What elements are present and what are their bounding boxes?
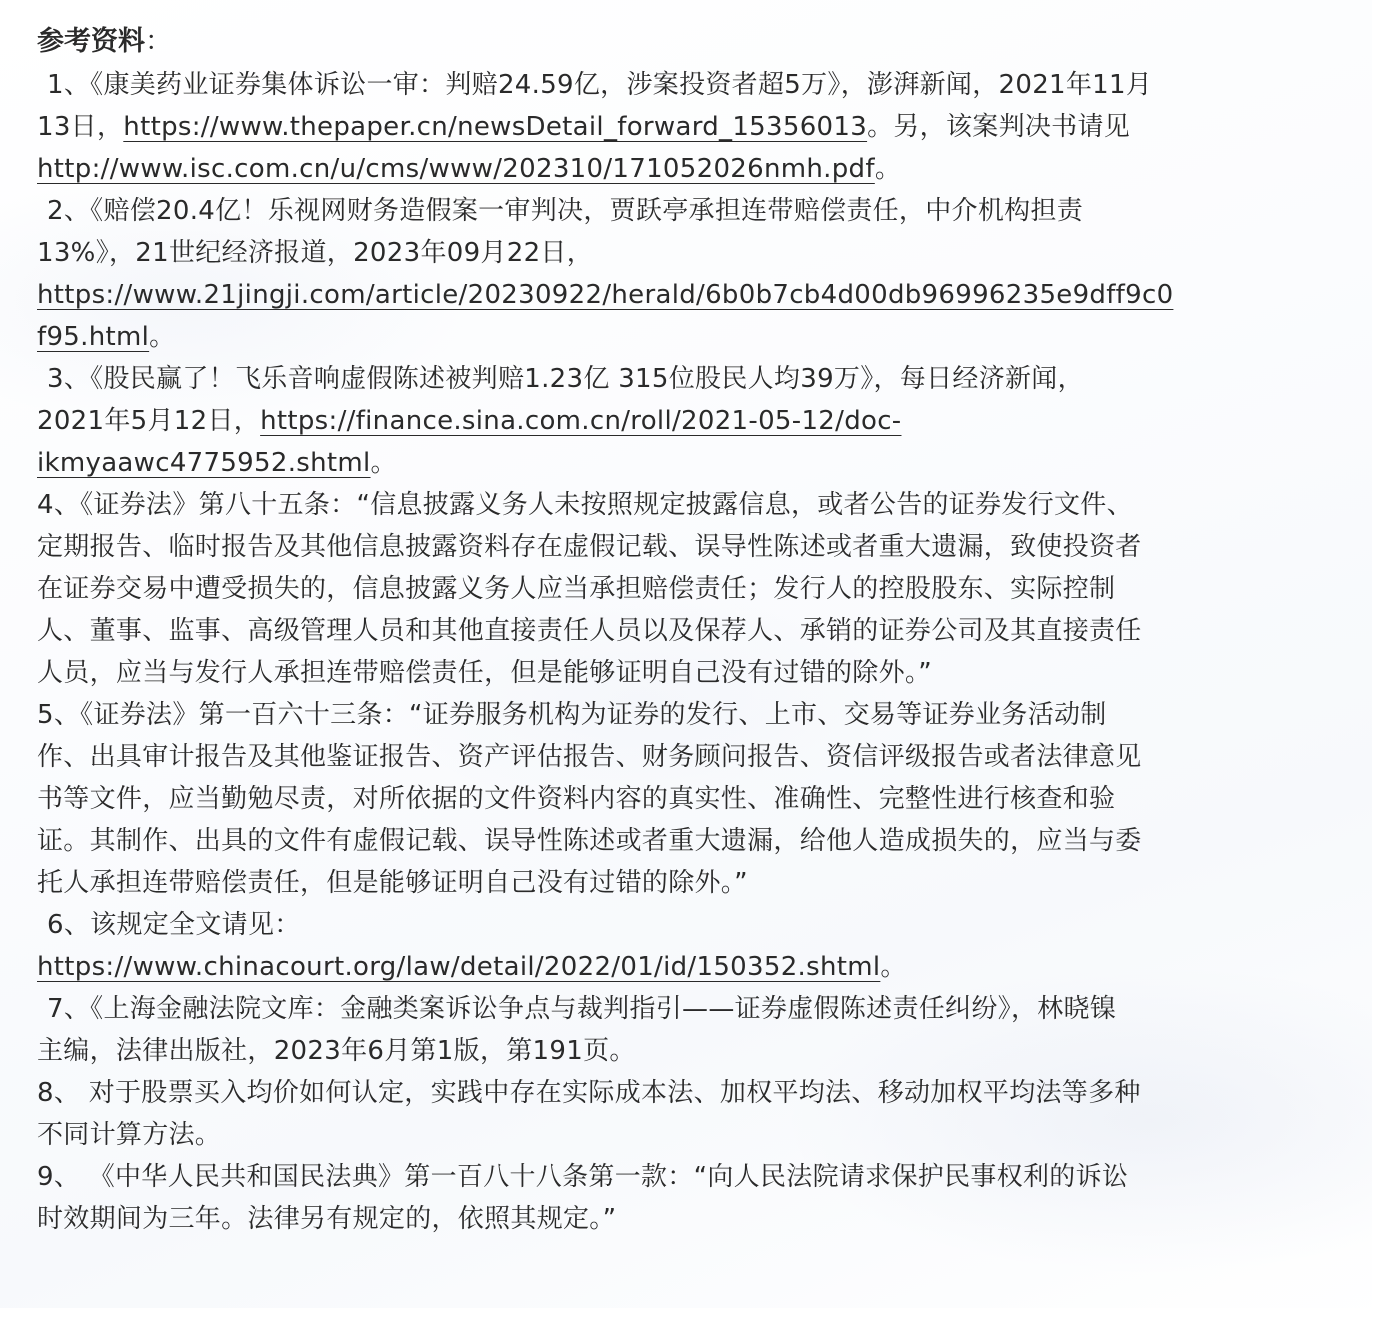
reference-text: 6、该规定全文请见： [47,910,301,940]
reference-text: 作、出具审计报告及其他鉴证报告、资产评估报告、财务顾问报告、资信评级报告或者法律意见 [37,742,1142,772]
reference-item-3 [37,358,1340,484]
reference-line [37,652,1340,694]
reference-item-7 [37,988,1340,1072]
reference-line [37,568,1340,610]
reference-item-9 [37,1156,1340,1240]
reference-line [37,610,1340,652]
reference-text: 8、 对于股票买入均价如何认定，实践中存在实际成本法、加权平均法、移动加权平均法等多种 [37,1078,1141,1108]
reference-item-5 [37,694,1340,904]
reference-text: 5、《证券法》第一百六十三条：“证券服务机构为证券的发行、上市、交易等证券业务活动制 [37,700,1107,730]
reference-item-1 [37,64,1340,190]
reference-text: 。 [874,154,902,184]
reference-text: 在证券交易中遭受损失的，信息披露义务人应当承担赔偿责任；发行人的控股股东、实际控制 [37,574,1116,604]
reference-text: 13日， [37,112,124,142]
reference-text: 主编，法律出版社，2023年6月第1版，第191页。 [37,1036,636,1066]
references-heading [37,22,1340,62]
reference-text: 3、《股民赢了！飞乐音响虚假陈述被判赔1.23亿 315位股民人均39万》，每日经济新闻， [47,364,1084,394]
reference-text: 。 [370,448,397,478]
reference-line [37,316,1340,358]
reference-text: 人、董事、监事、高级管理人员和其他直接责任人员以及保荐人、承销的证券公司及其直接责任 [37,616,1142,646]
reference-link[interactable]: ikmyaawc4775952.shtml [37,448,371,478]
reference-line [37,736,1340,778]
reference-line [37,1114,1340,1156]
reference-line [37,1072,1340,1114]
reference-text: 。 [149,322,176,352]
reference-line [37,1030,1340,1072]
reference-line [37,694,1340,736]
reference-item-8 [37,1072,1340,1156]
reference-text: 13%》，21世纪经济报道，2023年09月22日， [37,238,594,268]
page-edge [1372,0,1386,1328]
reference-line [37,442,1340,484]
reference-text: 人员，应当与发行人承担连带赔偿责任，但是能够证明自己没有过错的除外。” [37,658,932,688]
reference-text: 2、《赔偿20.4亿！乐视网财务造假案一审判决，贾跃亭承担连带赔偿责任，中介机构担责 [47,196,1084,226]
reference-text: 1、《康美药业证券集体诉讼一审：判赔24.59亿，涉案投资者超5万》，澎湃新闻，2021年11月 [47,70,1153,100]
reference-text: 托人承担连带赔偿责任，但是能够证明自己没有过错的除外。” [37,868,748,898]
reference-item-2 [37,190,1340,358]
page-edge [0,1308,1386,1328]
reference-link[interactable]: f95.html [37,322,150,352]
reference-line [37,106,1340,148]
reference-line [37,988,1340,1030]
reference-text: 证。其制作、出具的文件有虚假记载、误导性陈述或者重大遗漏，给他人造成损失的，应当与委 [37,826,1142,856]
reference-link[interactable]: https://www.thepaper.cn/newsDetail_forward_15356013 [123,112,868,142]
reference-text: 9、 《中华人民共和国民法典》第一百八十八条第一款：“向人民法院请求保护民事权利的诉讼 [37,1162,1129,1192]
reference-line [37,148,1340,190]
reference-list [37,64,1340,1240]
reference-line [37,274,1340,316]
reference-line [37,358,1340,400]
references-colon: ： [145,26,172,57]
reference-line [37,904,1340,946]
reference-text: 时效期间为三年。法律另有规定的，依照其规定。” [37,1204,617,1234]
reference-line [37,820,1340,862]
reference-link[interactable]: https://www.chinacourt.org/law/detail/2022/01/id/150352.shtml [37,952,881,982]
reference-line [37,1156,1340,1198]
reference-line [37,946,1340,988]
reference-line [37,64,1340,106]
reference-line [37,400,1340,442]
reference-link[interactable]: https://finance.sina.com.cn/roll/2021-05-12/doc- [260,406,902,436]
reference-text: 。另，该案判决书请见 [867,112,1131,142]
reference-line [37,778,1340,820]
reference-item-6 [37,904,1340,988]
reference-line [37,862,1340,904]
reference-link[interactable]: http://www.isc.com.cn/u/cms/www/202310/171052026nmh.pdf [37,154,875,184]
reference-text: 书等文件，应当勤勉尽责，对所依据的文件资料内容的真实性、准确性、完整性进行核查和验 [37,784,1116,814]
reference-text: 2021年5月12日， [37,406,261,436]
reference-item-4 [37,484,1340,694]
reference-line [37,190,1340,232]
reference-text: 不同计算方法。 [37,1120,222,1150]
reference-line [37,526,1340,568]
references-title: 参考资料 [37,26,145,57]
reference-text: 7、《上海金融法院文库：金融类案诉讼争点与裁判指引——证券虚假陈述责任纠纷》，林晓镍 [47,994,1117,1024]
reference-line [37,1198,1340,1240]
reference-link[interactable]: https://www.21jingji.com/article/20230922/herald/6b0b7cb4d00db96996235e9dff9c0 [37,280,1174,310]
reference-line [37,232,1340,274]
reference-text: 。 [880,952,907,982]
reference-text: 定期报告、临时报告及其他信息披露资料存在虚假记载、误导性陈述或者重大遗漏，致使投资者 [37,532,1142,562]
reference-line [37,484,1340,526]
reference-text: 4、《证券法》第八十五条：“信息披露义务人未按照规定披露信息，或者公告的证券发行文件、 [37,490,1133,520]
